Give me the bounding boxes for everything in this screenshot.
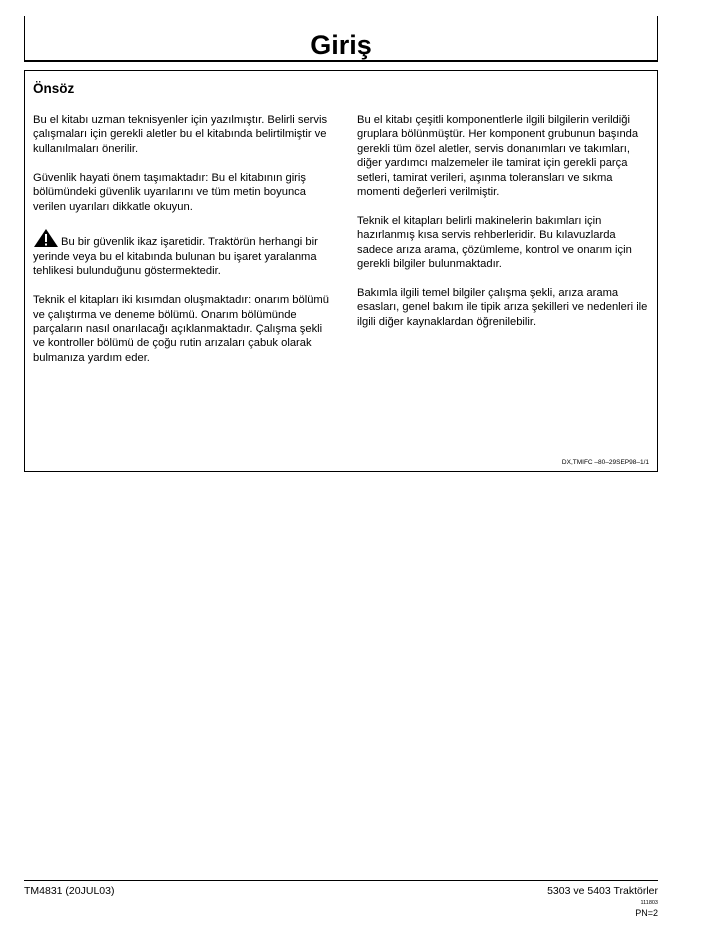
footer-divider bbox=[24, 880, 658, 881]
paragraph-groups: Bu el kitabı çeşitli komponentlerle ilgili bilgilerin verildiği gruplara bölünmüştür. Her komponent grubunun başında gerekli tüm özel aletler, servis donanımları ve takımları, diğer yardımcı malzemeler ile tamirat için gerekli parça setleri, tamirat verileri, aşınma toleransları ve sıkma momenti değerleri verilmiştir. bbox=[357, 114, 639, 199]
paragraph-basics: Bakımla ilgili temel bilgiler çalışma şekli, arıza arama esasları, genel bakım ile tipik arıza şekilleri ve nedenleri ile ilgili diğer kaynaklardan öğrenilebilir. bbox=[357, 287, 648, 328]
right-column bbox=[357, 113, 649, 344]
footer-page-number: PN=2 bbox=[635, 908, 658, 918]
page-title: Giriş bbox=[310, 30, 372, 60]
footer-product: 5303 ve 5403 Traktörler bbox=[547, 885, 658, 897]
footer-manual-id: TM4831 (20JUL03) bbox=[24, 885, 115, 897]
paragraph-safety-importance: Güvenlik hayati önem taşımaktadır: Bu el kitabının giriş bölümündeki güvenlik uyarılarını ve tüm metin boyunca verilen uyarıları dikkatle okuyun. bbox=[33, 171, 306, 213]
section-onsoz bbox=[24, 70, 658, 472]
paragraph-manual-parts: Teknik el kitapları iki kısımdan oluşmaktadır: onarım bölümü ve çalıştırma ve deneme bölümü. Onarım bölümünde parçaların nasıl onarılacağı açıklanmaktadır. Çalışma şekli ve kontroller bölümü de çoğu rutin arızaları çabuk olarak bulmanıza yardım eder. bbox=[33, 294, 329, 364]
paragraph-safety-symbol bbox=[33, 228, 333, 278]
paragraph-intro: Bu el kitabı uzman teknisyenler için yazılmıştır. Belirli servis çalışmaları için gerekli aletler bu el kitabında belirtilmiştir ve kullanılmaları önerilir. bbox=[33, 114, 328, 155]
left-column bbox=[33, 113, 333, 380]
section-heading: Önsöz bbox=[33, 81, 75, 96]
reference-code: DX,TMIFC –80–29SEP98–1/1 bbox=[561, 459, 649, 466]
title-box bbox=[24, 16, 658, 62]
paragraph-service-guides: Teknik el kitapları belirli makinelerin bakımları için hazırlanmış kısa servis rehberleridir. Bu kılavuzlarda sadece arıza arama, çözümleme, kontrol ve onarım için gerekli bilgiler bulunmaktadır. bbox=[357, 214, 632, 271]
safety-alert-triangle-icon bbox=[33, 228, 59, 248]
footer-small-code: 111803 bbox=[640, 900, 658, 906]
safety-symbol-text: Bu bir güvenlik ikaz işaretidir. Traktörün herhangi bir yerinde veya bu el kitabında bulunan bu işaret yaralanma tehlikesi bulunduğunu göstermektedir. bbox=[33, 236, 318, 278]
